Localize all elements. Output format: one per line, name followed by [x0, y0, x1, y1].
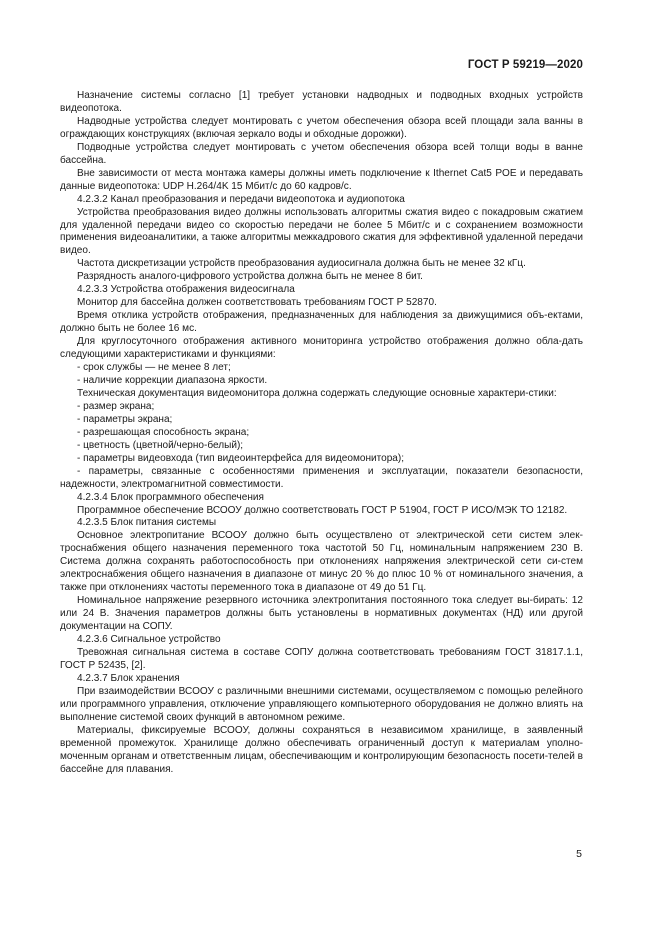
page-footer [576, 848, 582, 860]
list-item: - параметры видеовхода (тип видеоинтерфейса для видеомонитора); [77, 452, 405, 464]
section-heading: 4.2.3.2 Канал преобразования и передачи видеопотока и аудиопотока [77, 193, 405, 205]
body-paragraph: При взаимодействии ВСООУ с различными внешними системами, осуществляемом с помощью релейного или программного управления, отключение управляющего компьютерного оборудования не должно влиять на выполнение системой своих функций в автономном режиме. [60, 685, 583, 723]
section-heading: 4.2.3.7 Блок хранения [77, 672, 180, 684]
body-paragraph: Для круглосуточного отображения активного мониторинга устройство отображения должно обла-дать следующими характеристиками и функциями: [60, 336, 583, 361]
body-paragraph: Частота дискретизации устройств преобразования аудиосигнала должна быть не менее 32 кГц. [77, 258, 526, 270]
body-paragraph: Устройства преобразования видео должны использовать алгоритмы сжатия видео с покадровым сжатием для удаленной передачи видео со скоростью передачи не более 5 Мбит/с и с сохранением возможности применения видеоаналитики, а также алгоритмы межкадрового сжатия для эффективной удаленной передачи видео. [60, 206, 583, 257]
list-item: - цветность (цветной/черно-белый); [77, 439, 244, 451]
body-paragraph: Вне зависимости от места монтажа камеры должны иметь подключение к Ithernet Cat5 POE и передавать данные видеопотока: UDP H.264/4K 15 Мбит/с до 60 кадров/с. [60, 167, 583, 192]
list-item: - параметры, связанные с особенностями применения и эксплуатации, показатели безопасности, надежности, электромагнитной совместимости. [60, 465, 583, 490]
body-paragraph: Монитор для бассейна должен соответствовать требованиям ГОСТ Р 52870. [77, 297, 437, 309]
document-body [60, 90, 583, 777]
body-paragraph: Техническая документация видеомонитора должна содержать следующие основные характери-стики: [77, 387, 557, 399]
page-number: 5 [576, 848, 582, 860]
body-paragraph: Надводные устройства следует монтировать с учетом обеспечения обзора всей площади зала ванны в ограждающих конструкциях (включая зеркало воды и обходные дорожки). [60, 115, 583, 140]
section-heading: 4.2.3.4 Блок программного обеспечения [77, 491, 264, 503]
body-paragraph: Номинальное напряжение резервного источника электропитания постоянного тока следует вы-бирать: 12 или 24 В. Значения параметров должны быть установлены в нормативных документах (НД) или другой документации на СОПУ. [60, 595, 583, 633]
body-paragraph: Разрядность аналого-цифрового устройства должна быть не менее 8 бит. [77, 271, 423, 283]
body-paragraph: Тревожная сигнальная система в составе СОПУ должна соответствовать требованиям ГОСТ 31817.1.1, ГОСТ Р 52435, [2]. [60, 646, 583, 671]
list-item: - разрешающая способность экрана; [77, 426, 250, 438]
list-item: - срок службы — не менее 8 лет; [77, 362, 231, 374]
section-heading: 4.2.3.5 Блок питания системы [77, 517, 217, 529]
list-item: - параметры экрана; [77, 413, 173, 425]
list-item: - наличие коррекции диапазона яркости. [77, 374, 268, 386]
document-header [468, 59, 583, 71]
body-paragraph: Время отклика устройств отображения, предназначенных для наблюдения за движущимися объ-ектами, должно быть не более 16 мс. [60, 310, 583, 335]
section-heading: 4.2.3.3 Устройства отображения видеосигнала [77, 284, 295, 296]
list-item: - размер экрана; [77, 400, 155, 412]
body-paragraph: Материалы, фиксируемые ВСООУ, должны сохраняться в независимом хранилище, в заявленный временной промежуток. Хранилище должно обеспечивать ограниченный доступ к материалам уполно-моченным органам и ответственным лицам, обеспечивающим и контролирующим безопасность посети-телей в бассейне для плавания. [60, 724, 583, 775]
document-id: ГОСТ Р 59219—2020 [467, 59, 583, 71]
body-paragraph: Программное обеспечение ВСООУ должно соответствовать ГОСТ Р 51904, ГОСТ Р ИСО/МЭК ТО 12182. [77, 504, 568, 516]
body-paragraph: Назначение системы согласно [1] требует установки надводных и подводных входных устройств видеопотока. [60, 90, 583, 114]
body-paragraph: Подводные устройства следует монтировать с учетом обеспечения обзора всей толщи воды в ванне бассейна. [60, 141, 583, 166]
body-paragraph: Основное электропитание ВСООУ должно быть осуществлено от электрической сети систем элек-троснабжения общего назначения переменного тока частотой 50 Гц, номинальным напряжением 230 В. Система должна сохранять работоспособность при отклонениях напряжения электрической сети си-стем электроснабжения общего назначения в диапазоне от минус 20 % до плюс 10 % от номинального значения, а также при отклонениях частоты переменного тока в диапазоне от 49 до 51 Гц. [60, 530, 583, 594]
section-heading: 4.2.3.6 Сигнальное устройство [77, 634, 221, 646]
